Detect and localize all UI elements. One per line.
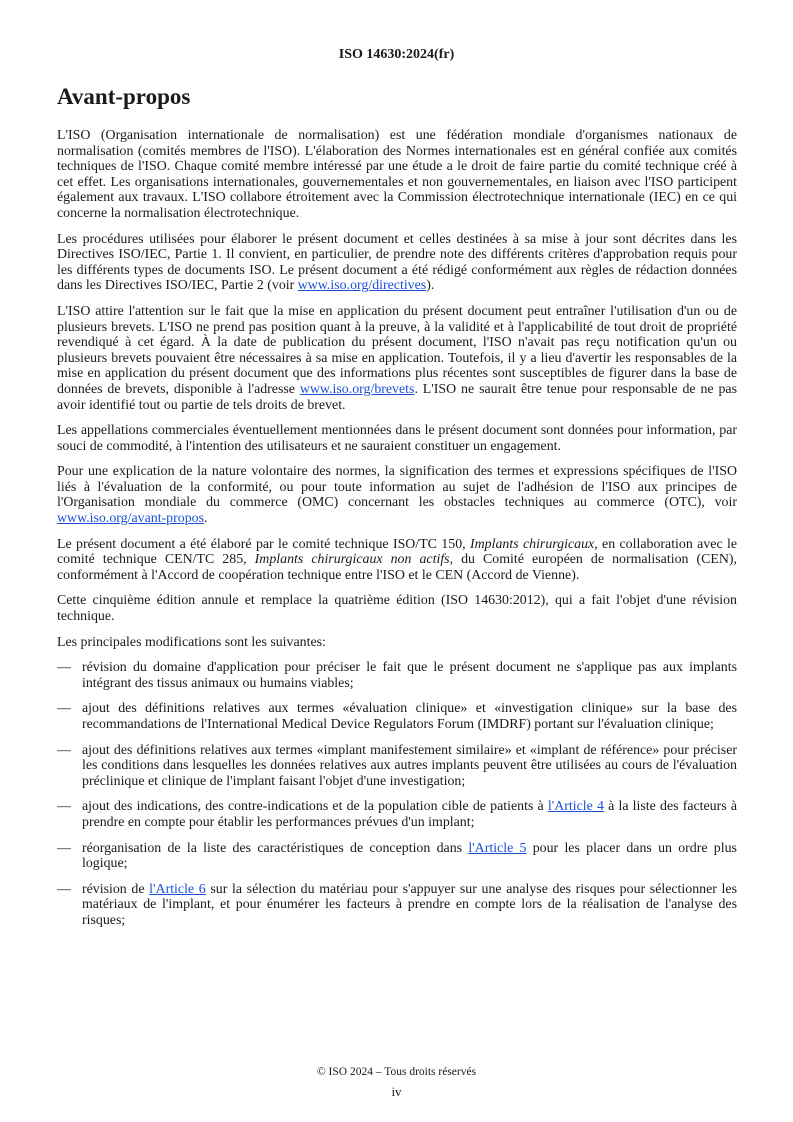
text: . L'ISO ne saurait être tenue pour responsable de ne pas avoir identifié tout ou partie de tels droits de brevet.	[57, 381, 737, 413]
text: ).	[426, 278, 435, 294]
list-text	[82, 799, 737, 830]
text: ajout des indications, des contre-indications et de la population cible de patients à	[82, 799, 548, 815]
list-item	[57, 743, 737, 790]
text: , du Comité européen de normalisation (CEN), conformément à l'Accord de coopération technique entre l'ISO et le CEN (Accord de Vienne).	[57, 552, 738, 583]
text: Pour une explication de la nature volontaire des normes, la signification des termes et expressions spécifiques de l'ISO liés à l'évaluation de la conformité, ou pour toute information au sujet de l'adhésion de l'ISO aux principes de l'Organisation mondiale du commerce (OMC) concernant les obstacles techniques au commerce (OTC), voir	[57, 464, 737, 511]
italic-title: Implants chirurgicaux	[469, 536, 595, 552]
list-item	[57, 841, 737, 872]
italic-title: Implants chirurgicaux non actifs	[254, 552, 450, 568]
text: , en collaboration avec le comité technique CEN/TC 285,	[57, 536, 737, 568]
paragraph: Les principales modifications sont les suivantes:	[57, 634, 326, 650]
article-5-link[interactable]: l'Article 5	[468, 840, 527, 856]
text: pour les placer dans un ordre plus logique;	[82, 840, 737, 872]
article-4-link[interactable]: l'Article 4	[547, 799, 604, 815]
avant-propos-link[interactable]: www.iso.org/avant-propos	[57, 511, 204, 527]
paragraph: Cette cinquième édition annule et remplace la quatrième édition (ISO 14630:2012), qui a fait l'objet d'une révision technique.	[57, 593, 737, 625]
dash-bullet: —	[57, 881, 71, 897]
text: sur la sélection du matériau pour s'appuyer sur une analyse des risques pour sélectionner les matériaux de l'implant, et pour énumérer les facteurs à prendre en compte lors de la réalisation de l'analyse des risques;	[82, 881, 737, 928]
text: Le présent document a été élaboré par le comité technique ISO/TC 150,	[57, 536, 470, 552]
footer-copyright: © ISO 2024 – Tous droits réservés	[316, 1066, 477, 1078]
page-title: Avant-propos	[57, 84, 191, 109]
document-header: ISO 14630:2024(fr)	[338, 47, 455, 62]
text: réorganisation de la liste des caractéristiques de conception dans	[82, 840, 469, 856]
directives-link[interactable]: www.iso.org/directives	[297, 278, 427, 294]
paragraph	[57, 304, 737, 413]
text: L'ISO attire l'attention sur le fait que la mise en application du présent document peut entraîner l'utilisation d'un ou de plusieurs brevets. L'ISO ne prend pas position quant à la preuve, à la validité et à l'applicabilité de tout droit de propriété revendiqué à cet égard. À la date de publication du présent document, l'ISO n'avait pas reçu notification qu'un ou plusieurs brevets pouvaient être nécessaires à sa mise en application. Toutefois, il y a lieu d'avertir les responsables de la mise en application du présent document que des informations plus récentes sont susceptibles de figurer dans la base de données de brevets, disponible à l'adresse	[57, 303, 737, 397]
text: à la liste des facteurs à prendre en compte pour établir les performances prévues d'un implant;	[82, 799, 737, 830]
text: .	[204, 511, 208, 527]
document-body	[57, 128, 737, 939]
paragraph	[57, 232, 737, 294]
list-item	[57, 799, 737, 830]
paragraph: Les appellations commerciales éventuellement mentionnées dans le présent document sont données pour information, par souci de commodité, à l'intention des utilisateurs et ne sauraient constituer un engagement.	[57, 423, 737, 454]
list-text: ajout des définitions relatives aux termes «évaluation clinique» et «investigation clinique» sur la base des recommandations de l'International Medical Device Regulators Forum (IMDRF) portant sur l'évaluation clinique;	[82, 701, 737, 732]
article-6-link[interactable]: l'Article 6	[149, 881, 206, 897]
list-text	[82, 841, 737, 872]
dash-bullet: —	[57, 799, 71, 815]
list-item	[57, 882, 737, 929]
list-text	[82, 882, 737, 929]
paragraph	[57, 537, 737, 584]
list-text: ajout des définitions relatives aux termes «implant manifestement similaire» et «implant de référence» pour préciser les conditions dans lesquelles les données relatives aux autres implants peuvent être utilisées au cours de l'évaluation préclinique et clinique de l'implant faisant l'objet d'une investigation;	[82, 742, 737, 789]
list-item	[57, 660, 737, 691]
dash-bullet: —	[57, 742, 71, 758]
dash-bullet: —	[57, 701, 71, 717]
list-text: révision du domaine d'application pour préciser le fait que le présent document ne s'applique pas aux implants intégrant des tissus animaux ou humains viables;	[82, 660, 737, 691]
dash-bullet: —	[57, 660, 71, 676]
page-number: iv	[391, 1084, 402, 1099]
list-item	[57, 701, 737, 732]
brevets-link[interactable]: www.iso.org/brevets	[299, 381, 415, 397]
text: Les procédures utilisées pour élaborer le présent document et celles destinées à sa mise à jour sont décrites dans les Directives ISO/IEC, Partie 1. Il convient, en particulier, de prendre note des différents critères d'approbation requis pour les différents types de documents ISO. Le présent document a été rédigé conformément aux règles de rédaction données dans les Directives ISO/IEC, Partie 2 (voir	[57, 231, 737, 294]
paragraph: L'ISO (Organisation internationale de normalisation) est une fédération mondiale d'organismes nationaux de normalisation (comités membres de l'ISO). L'élaboration des Normes internationales est en général confiée aux comités techniques de l'ISO. Chaque comité membre intéressé par une étude a le droit de faire partie du comité technique créé à cet effet. Les organisations internationales, gouvernementales et non gouvernementales, en liaison avec l'ISO participent également aux travaux. L'ISO collabore étroitement avec la Commission électrotechnique internationale (IEC) en ce qui concerne la normalisation électrotechnique.	[57, 128, 737, 221]
dash-bullet: —	[57, 840, 71, 856]
paragraph	[57, 464, 737, 526]
text: révision de	[82, 881, 150, 897]
